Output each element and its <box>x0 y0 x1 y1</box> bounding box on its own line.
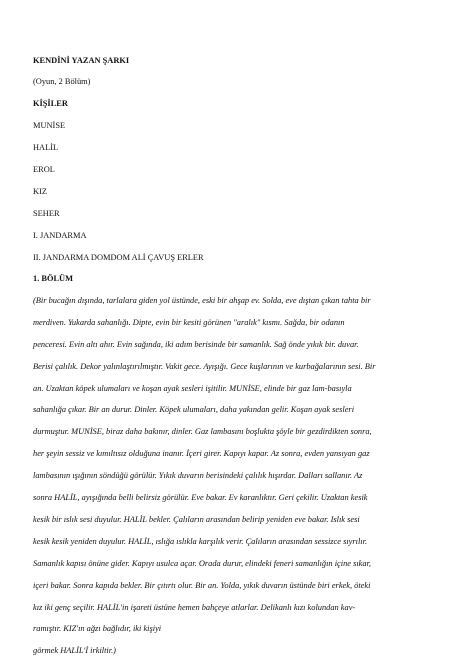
character-item: KIZ <box>33 187 47 196</box>
stage-direction-line: Samanlık kapısı önüne gider. Kapıyı usulca açar. Orada durur, elindeki feneri samanlığın içine sıkar, <box>33 559 371 568</box>
stage-direction-line: kız iki genç seçilir. HALİL'in işareti üstüne hemen bahçeye atlarlar. Delikanlı kızı kolundan kav- <box>33 603 356 612</box>
stage-direction-line: (Bir bucağın dışında, tarlalara giden yol üstünde, eski bir ahşap ev. Solda, eve dıştan çıkan tahta bir <box>33 296 371 305</box>
character-item: II. JANDARMA DOMDOM ALİ ÇAVUŞ ERLER <box>33 253 204 262</box>
stage-direction-line: penceresi. Evin altı ahır. Evin sağında, iki adım berisinde bir samanlık. Sağ önde yıkık bir. duvar. <box>33 340 359 349</box>
character-item: SEHER <box>33 209 60 218</box>
stage-direction-line: kesik kesik yeniden duyulur. HALİL, ıslığa ıslıkla karşılık verir. Çalıların arasından sessizce sıyrılır. <box>33 537 368 546</box>
stage-direction-line: kesik bir ıslık sesi duyulur. HALİL bekler. Çalıların arasından belirip yeniden eve bakar. Islık sesi <box>33 515 360 524</box>
stage-direction-line: her şeyin sessiz ve kımıltısız olduğuna inanır. İçeri girer. Kapıyı kapar. Az sonra, evden yansıyan gaz <box>33 449 370 458</box>
stage-direction-line: ramıştır. KIZ'ın ağzı bağlıdır, iki kişiyi <box>33 624 162 633</box>
character-item: I. JANDARMA <box>33 231 87 240</box>
document-title: KENDİNİ YAZAN ŞARKI <box>33 56 130 65</box>
document-subtitle: (Oyun, 2 Bölüm) <box>33 77 91 86</box>
stage-direction-line: sahanlığa çıkar. Bir an durur. Dinler. Köpek ulumaları, daha yakından gelir. Koşan ayak sesleri <box>33 405 355 414</box>
characters-heading: KİŞİLER <box>33 99 68 108</box>
stage-direction-line: sonra HALİL, ayışığında belli belirsiz görülür. Eve bakar. Ev karanlıktır. Geri çekilir. Uzaktan kesik <box>33 493 368 502</box>
character-item: HALİL <box>33 143 59 152</box>
stage-direction-line: merdiven. Yukarda sahanlığı. Dipte, evin bir kesiti görünen "aralık" kısmı. Sağda, bir odanın <box>33 318 345 327</box>
stage-direction-line: görmek HALİL'İ irkiltir.) <box>33 646 116 655</box>
stage-direction-line: Berisi çalılık. Dekor yalınlaştırılmıştır. Vakit gece. Ayışığı. Gece kuşlarının ve kurbağalarının sesi. Bir <box>33 362 376 371</box>
stage-direction-line: lambasının ışığının söndüğü görülür. Yıkık duvarın berisindeki çalılık hışırdar. Dalları sallanır. Az <box>33 471 363 480</box>
section-heading: 1. BÖLÜM <box>33 274 74 283</box>
stage-direction-line: an. Uzaktan köpek ulumaları ve koşan ayak sesleri işitilir. MUNİSE, elinde bir gaz lam-basıyla <box>33 384 352 393</box>
character-item: EROL <box>33 165 55 174</box>
character-item: MUNİSE <box>33 121 66 130</box>
stage-direction-line: içeri bakar. Sonra kapıda bekler. Bir çıtırtı olur. Bir an. Yolda, yıkık duvarın üstünde biri erkek, öteki <box>33 581 371 590</box>
stage-direction-line: durmuştur. MUNİSE, biraz daha bakınır, dinler. Gaz lambasını boşlukta şöyle bir gezdirdikten sonra, <box>33 427 372 436</box>
